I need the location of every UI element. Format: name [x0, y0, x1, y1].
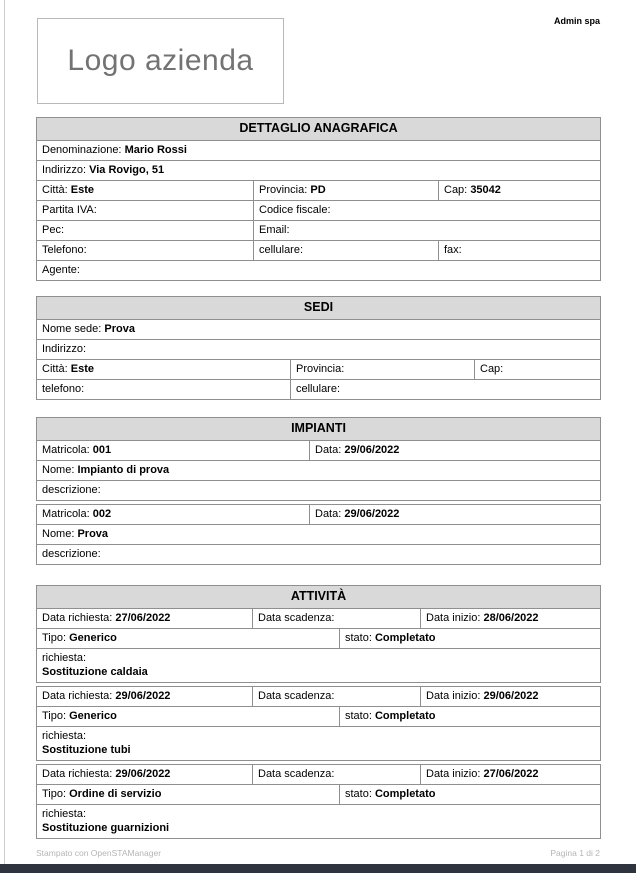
sedi-table — [36, 296, 601, 400]
field-label: Agente: — [42, 264, 80, 276]
field-value: Completato — [374, 632, 436, 644]
field-label: Telefono: — [42, 244, 87, 256]
field-label: Provincia: — [296, 363, 345, 375]
company-name: Admin spa — [553, 16, 600, 26]
field-value: 29/06/2022 — [115, 768, 171, 780]
field-data-impianto — [310, 505, 601, 525]
footer-page-number: Pagina 1 di 2 — [550, 848, 600, 858]
field-label: Matricola: — [42, 444, 90, 456]
field-label: Denominazione: — [42, 144, 122, 156]
field-cap — [439, 181, 601, 201]
field-label: descrizione: — [42, 548, 101, 560]
field-label: Matricola: — [42, 508, 90, 520]
impianti-table — [36, 417, 601, 565]
field-value: Este — [70, 184, 94, 196]
field-tipo — [37, 785, 340, 805]
field-value: 27/06/2022 — [483, 768, 539, 780]
field-label: Data: — [315, 444, 342, 456]
field-value: Prova — [104, 323, 135, 335]
field-label: richiesta: — [42, 808, 87, 820]
anagrafica-table — [36, 117, 601, 281]
field-matricola — [37, 505, 310, 525]
field-label: Data inizio: — [426, 768, 481, 780]
field-label: stato: — [345, 788, 372, 800]
field-label: richiesta: — [42, 730, 87, 742]
field-denominazione — [37, 141, 601, 161]
field-label: Città: — [42, 363, 68, 375]
field-data-richiesta — [37, 687, 253, 707]
field-label: Partita IVA: — [42, 204, 97, 216]
field-value: Generico — [69, 632, 117, 644]
field-indirizzo-sede — [37, 340, 601, 360]
field-label: Indirizzo: — [42, 343, 87, 355]
field-label: Data scadenza: — [258, 612, 335, 624]
field-data-inizio — [421, 765, 601, 785]
field-provincia — [254, 181, 439, 201]
footer-generator-text: Stampato con OpenSTAManager — [36, 848, 162, 858]
field-label: Pec: — [42, 224, 65, 236]
attivita-table — [36, 585, 601, 839]
field-descrizione-impianto — [37, 545, 601, 565]
field-provincia-sede — [291, 360, 475, 380]
next-page-separator — [0, 864, 636, 873]
field-label: descrizione: — [42, 484, 101, 496]
field-cap-sede — [475, 360, 601, 380]
field-label: Data richiesta: — [42, 612, 113, 624]
field-value: Este — [70, 363, 94, 375]
field-value: 35042 — [470, 184, 501, 196]
field-label: Email: — [259, 224, 290, 236]
field-codice-fiscale — [254, 201, 601, 221]
field-label: Codice fiscale: — [259, 204, 331, 216]
field-value: Prova — [77, 528, 109, 540]
field-data-scadenza — [253, 687, 421, 707]
field-data-inizio — [421, 609, 601, 629]
field-value: 29/06/2022 — [344, 508, 400, 520]
field-telefono-sede — [37, 380, 291, 400]
field-richiesta — [37, 727, 601, 761]
field-data-scadenza — [253, 765, 421, 785]
section-title-impianti: IMPIANTI — [37, 418, 601, 441]
field-label: Città: — [42, 184, 68, 196]
field-nome-sede — [37, 320, 601, 340]
field-label: Tipo: — [42, 788, 67, 800]
field-cellulare — [254, 241, 439, 261]
field-citta — [37, 181, 254, 201]
field-value: Sostituzione guarnizioni — [42, 822, 170, 834]
field-data-inizio — [421, 687, 601, 707]
field-agente — [37, 261, 601, 281]
logo-text: Logo azienda — [67, 44, 254, 77]
field-label: Cap: — [480, 363, 504, 375]
field-value: 29/06/2022 — [344, 444, 400, 456]
field-label: Nome sede: — [42, 323, 102, 335]
field-label: Nome: — [42, 528, 75, 540]
field-citta-sede — [37, 360, 291, 380]
field-data-richiesta — [37, 765, 253, 785]
field-value: Completato — [374, 710, 436, 722]
field-label: Provincia: — [259, 184, 308, 196]
section-title-anagrafica: DETTAGLIO ANAGRAFICA — [37, 118, 601, 141]
field-label: richiesta: — [42, 652, 87, 664]
page-edge-line — [4, 0, 5, 864]
field-value: Generico — [69, 710, 117, 722]
field-label: stato: — [345, 710, 372, 722]
field-data-richiesta — [37, 609, 253, 629]
field-data-scadenza — [253, 609, 421, 629]
field-label: telefono: — [42, 383, 85, 395]
field-value: 29/06/2022 — [115, 690, 171, 702]
field-data-impianto — [310, 441, 601, 461]
field-label: fax: — [444, 244, 462, 256]
field-stato — [340, 785, 601, 805]
page-footer — [36, 848, 600, 858]
field-fax — [439, 241, 601, 261]
field-value: Ordine di servizio — [69, 788, 162, 800]
field-label: Data richiesta: — [42, 690, 113, 702]
document-page — [36, 0, 600, 839]
field-value: 002 — [92, 508, 112, 520]
field-value: Sostituzione tubi — [42, 744, 131, 756]
field-value: PD — [310, 184, 326, 196]
field-descrizione-impianto — [37, 481, 601, 501]
field-label: Nome: — [42, 464, 75, 476]
field-label: Tipo: — [42, 710, 67, 722]
section-title-sedi: SEDI — [37, 297, 601, 320]
field-nome-impianto — [37, 461, 601, 481]
field-value: Completato — [374, 788, 436, 800]
field-value: Impianto di prova — [77, 464, 170, 476]
field-label: Tipo: — [42, 632, 67, 644]
field-label: Data scadenza: — [258, 690, 335, 702]
field-indirizzo — [37, 161, 601, 181]
field-label: cellulare: — [296, 383, 341, 395]
field-value: Mario Rossi — [124, 144, 187, 156]
field-pec — [37, 221, 254, 241]
field-richiesta — [37, 805, 601, 839]
field-label: Data: — [315, 508, 342, 520]
field-value: 001 — [92, 444, 112, 456]
field-value: 28/06/2022 — [483, 612, 539, 624]
field-label: stato: — [345, 632, 372, 644]
field-email — [254, 221, 601, 241]
field-label: Data scadenza: — [258, 768, 335, 780]
field-richiesta — [37, 649, 601, 683]
field-matricola — [37, 441, 310, 461]
field-value: Sostituzione caldaia — [42, 666, 148, 678]
section-title-attivita: ATTIVITÀ — [37, 586, 601, 609]
field-label: Data richiesta: — [42, 768, 113, 780]
field-value: 29/06/2022 — [483, 690, 539, 702]
field-label: Data inizio: — [426, 690, 481, 702]
field-value: 27/06/2022 — [115, 612, 171, 624]
field-label: cellulare: — [259, 244, 304, 256]
field-value: Via Rovigo, 51 — [89, 164, 165, 176]
field-tipo — [37, 629, 340, 649]
field-stato — [340, 707, 601, 727]
field-label: Indirizzo: — [42, 164, 87, 176]
field-tipo — [37, 707, 340, 727]
field-telefono — [37, 241, 254, 261]
field-label: Data inizio: — [426, 612, 481, 624]
field-stato — [340, 629, 601, 649]
field-cellulare-sede — [291, 380, 601, 400]
field-partita-iva — [37, 201, 254, 221]
company-logo-placeholder — [37, 18, 284, 104]
field-nome-impianto — [37, 525, 601, 545]
field-label: Cap: — [444, 184, 468, 196]
